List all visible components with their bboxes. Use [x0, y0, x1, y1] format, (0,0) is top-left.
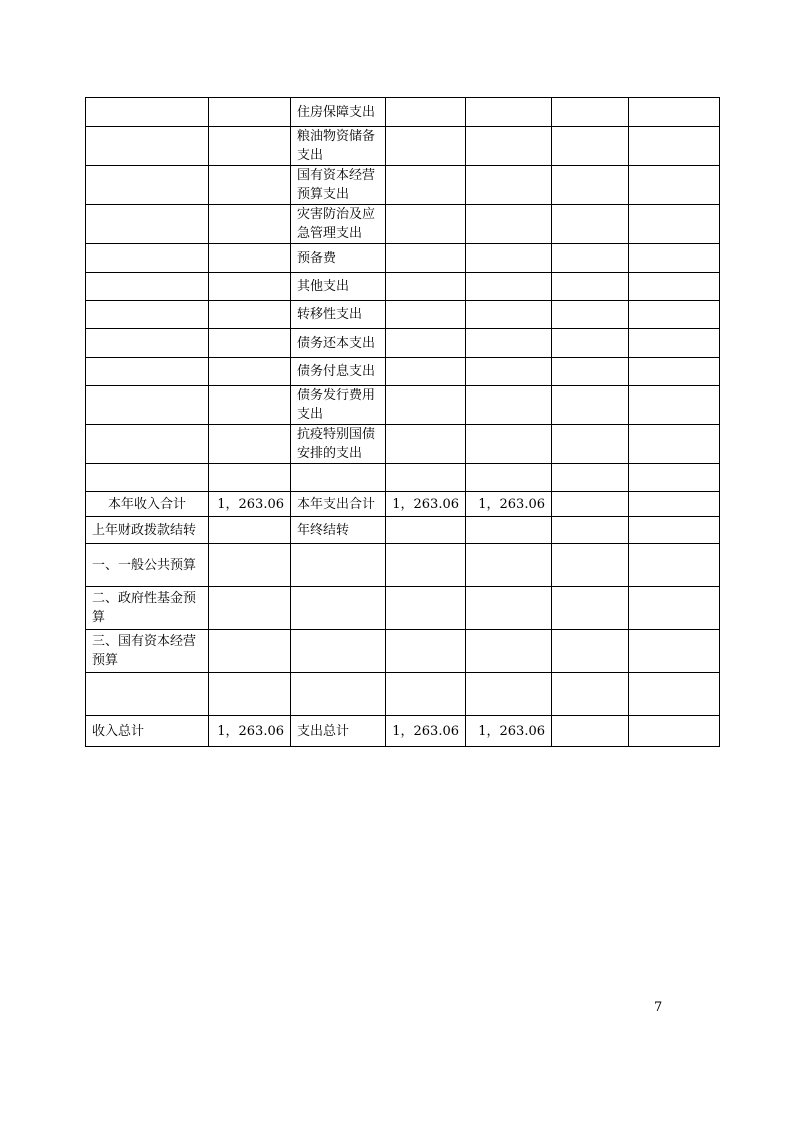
table-row [86, 358, 720, 386]
table-cell-c3: 国有资本经营预算支出 [291, 166, 386, 205]
table-cell-c4: 1，263.06 [386, 492, 466, 517]
page-number: 7 [654, 1000, 663, 1015]
table-row [86, 301, 720, 329]
table-cell-c5: 1，263.06 [466, 716, 552, 747]
budget-table [85, 97, 720, 747]
table-cell-c4 [386, 673, 466, 716]
table-cell-c6 [552, 166, 629, 205]
table-cell-c7 [629, 386, 720, 425]
table-cell-c4 [386, 301, 466, 329]
table-cell-c7 [629, 587, 720, 630]
table-cell-c7 [629, 205, 720, 244]
table-cell-c7 [629, 127, 720, 166]
table-cell-c1 [86, 127, 209, 166]
table-cell-c4 [386, 544, 466, 587]
table-cell-c4 [386, 517, 466, 544]
table-cell-c7 [629, 301, 720, 329]
table-cell-c3 [291, 673, 386, 716]
table-cell-c2 [209, 166, 291, 205]
table-cell-c3 [291, 587, 386, 630]
table-cell-c6 [552, 673, 629, 716]
table-cell-c4 [386, 127, 466, 166]
table-cell-c6 [552, 716, 629, 747]
table-cell-c1: 本年收入合计 [86, 492, 209, 517]
table-cell-c6 [552, 127, 629, 166]
table-row [86, 492, 720, 517]
table-cell-c3 [291, 630, 386, 673]
table-cell-c7 [629, 517, 720, 544]
table-cell-c5 [466, 544, 552, 587]
table-cell-c5 [466, 425, 552, 464]
table-cell-c1 [86, 273, 209, 301]
table-cell-c4 [386, 166, 466, 205]
table-cell-c2 [209, 329, 291, 358]
table-cell-c2 [209, 544, 291, 587]
table-cell-c2 [209, 425, 291, 464]
table-row [86, 587, 720, 630]
table-cell-c4 [386, 205, 466, 244]
table-cell-c6 [552, 244, 629, 273]
table-cell-c3: 抗疫特别国债安排的支出 [291, 425, 386, 464]
table-cell-c6 [552, 386, 629, 425]
table-cell-c7 [629, 464, 720, 492]
table-row [86, 425, 720, 464]
table-row [86, 127, 720, 166]
table-cell-c3: 住房保障支出 [291, 98, 386, 127]
table-cell-c7 [629, 492, 720, 517]
table-cell-c2 [209, 386, 291, 425]
table-cell-c3 [291, 464, 386, 492]
table-cell-c5 [466, 358, 552, 386]
table-cell-c2 [209, 98, 291, 127]
table-cell-c4: 1，263.06 [386, 716, 466, 747]
table-cell-c1 [86, 358, 209, 386]
table-cell-c3: 债务发行费用支出 [291, 386, 386, 425]
table-cell-c4 [386, 630, 466, 673]
table-cell-c5 [466, 166, 552, 205]
table-row [86, 386, 720, 425]
table-cell-c1 [86, 425, 209, 464]
table-cell-c7 [629, 630, 720, 673]
table-cell-c5 [466, 329, 552, 358]
table-cell-c3: 支出总计 [291, 716, 386, 747]
table-cell-c4 [386, 98, 466, 127]
table-cell-c2 [209, 244, 291, 273]
table-cell-c3: 灾害防治及应急管理支出 [291, 205, 386, 244]
table-cell-c5 [466, 587, 552, 630]
table-cell-c4 [386, 425, 466, 464]
table-cell-c2 [209, 630, 291, 673]
table-cell-c2 [209, 301, 291, 329]
table-row [86, 517, 720, 544]
table-row [86, 98, 720, 127]
table-cell-c2: 1，263.06 [209, 716, 291, 747]
table-row [86, 544, 720, 587]
table-cell-c4 [386, 244, 466, 273]
table-cell-c3: 转移性支出 [291, 301, 386, 329]
table-cell-c6 [552, 587, 629, 630]
table-cell-c1 [86, 673, 209, 716]
table-cell-c6 [552, 517, 629, 544]
table-cell-c5 [466, 273, 552, 301]
table-cell-c4 [386, 358, 466, 386]
table-cell-c5 [466, 301, 552, 329]
table-cell-c7 [629, 716, 720, 747]
table-cell-c3: 债务还本支出 [291, 329, 386, 358]
table-cell-c6 [552, 98, 629, 127]
table-cell-c1 [86, 386, 209, 425]
table-row [86, 716, 720, 747]
table-cell-c6 [552, 301, 629, 329]
table-cell-c3: 粮油物资储备支出 [291, 127, 386, 166]
table-cell-c1 [86, 301, 209, 329]
table-cell-c2 [209, 464, 291, 492]
table-cell-c3: 年终结转 [291, 517, 386, 544]
table-cell-c5 [466, 244, 552, 273]
table-cell-c1: 三、国有资本经营预算 [86, 630, 209, 673]
table-cell-c6 [552, 358, 629, 386]
table-cell-c5 [466, 517, 552, 544]
table-cell-c6 [552, 273, 629, 301]
table-cell-c5 [466, 673, 552, 716]
table-cell-c5 [466, 205, 552, 244]
table-cell-c6 [552, 464, 629, 492]
table-cell-c5 [466, 464, 552, 492]
table-cell-c1 [86, 244, 209, 273]
table-row [86, 630, 720, 673]
table-cell-c1: 一、一般公共预算 [86, 544, 209, 587]
table-cell-c7 [629, 544, 720, 587]
table-cell-c3: 预备费 [291, 244, 386, 273]
table-cell-c7 [629, 673, 720, 716]
table-cell-c6 [552, 544, 629, 587]
table-cell-c5 [466, 98, 552, 127]
table-row [86, 329, 720, 358]
table-row [86, 464, 720, 492]
table-cell-c4 [386, 587, 466, 630]
table-cell-c2 [209, 205, 291, 244]
table-cell-c1: 二、政府性基金预算 [86, 587, 209, 630]
table-cell-c2 [209, 673, 291, 716]
table-cell-c7 [629, 98, 720, 127]
table-cell-c5 [466, 386, 552, 425]
table-cell-c2 [209, 587, 291, 630]
table-cell-c6 [552, 329, 629, 358]
budget-table-body [86, 98, 720, 747]
table-cell-c4 [386, 386, 466, 425]
table-row [86, 673, 720, 716]
table-cell-c5 [466, 630, 552, 673]
table-row [86, 244, 720, 273]
table-cell-c6 [552, 492, 629, 517]
table-cell-c2 [209, 127, 291, 166]
table-cell-c7 [629, 166, 720, 205]
table-cell-c4 [386, 464, 466, 492]
table-cell-c5: 1，263.06 [466, 492, 552, 517]
table-cell-c1 [86, 98, 209, 127]
table-cell-c4 [386, 329, 466, 358]
table-row [86, 205, 720, 244]
table-cell-c1 [86, 166, 209, 205]
table-row [86, 166, 720, 205]
table-row [86, 273, 720, 301]
table-cell-c2 [209, 517, 291, 544]
table-cell-c7 [629, 358, 720, 386]
table-cell-c7 [629, 329, 720, 358]
table-cell-c2: 1，263.06 [209, 492, 291, 517]
table-cell-c1: 上年财政拨款结转 [86, 517, 209, 544]
table-cell-c2 [209, 358, 291, 386]
table-cell-c3: 其他支出 [291, 273, 386, 301]
table-cell-c4 [386, 273, 466, 301]
table-cell-c3: 本年支出合计 [291, 492, 386, 517]
table-cell-c6 [552, 425, 629, 464]
table-cell-c3 [291, 544, 386, 587]
table-cell-c1 [86, 205, 209, 244]
table-cell-c7 [629, 425, 720, 464]
table-cell-c1: 收入总计 [86, 716, 209, 747]
table-cell-c7 [629, 244, 720, 273]
table-cell-c1 [86, 329, 209, 358]
table-cell-c7 [629, 273, 720, 301]
table-cell-c6 [552, 630, 629, 673]
table-cell-c1 [86, 464, 209, 492]
table-cell-c2 [209, 273, 291, 301]
table-cell-c3: 债务付息支出 [291, 358, 386, 386]
table-cell-c5 [466, 127, 552, 166]
table-cell-c6 [552, 205, 629, 244]
